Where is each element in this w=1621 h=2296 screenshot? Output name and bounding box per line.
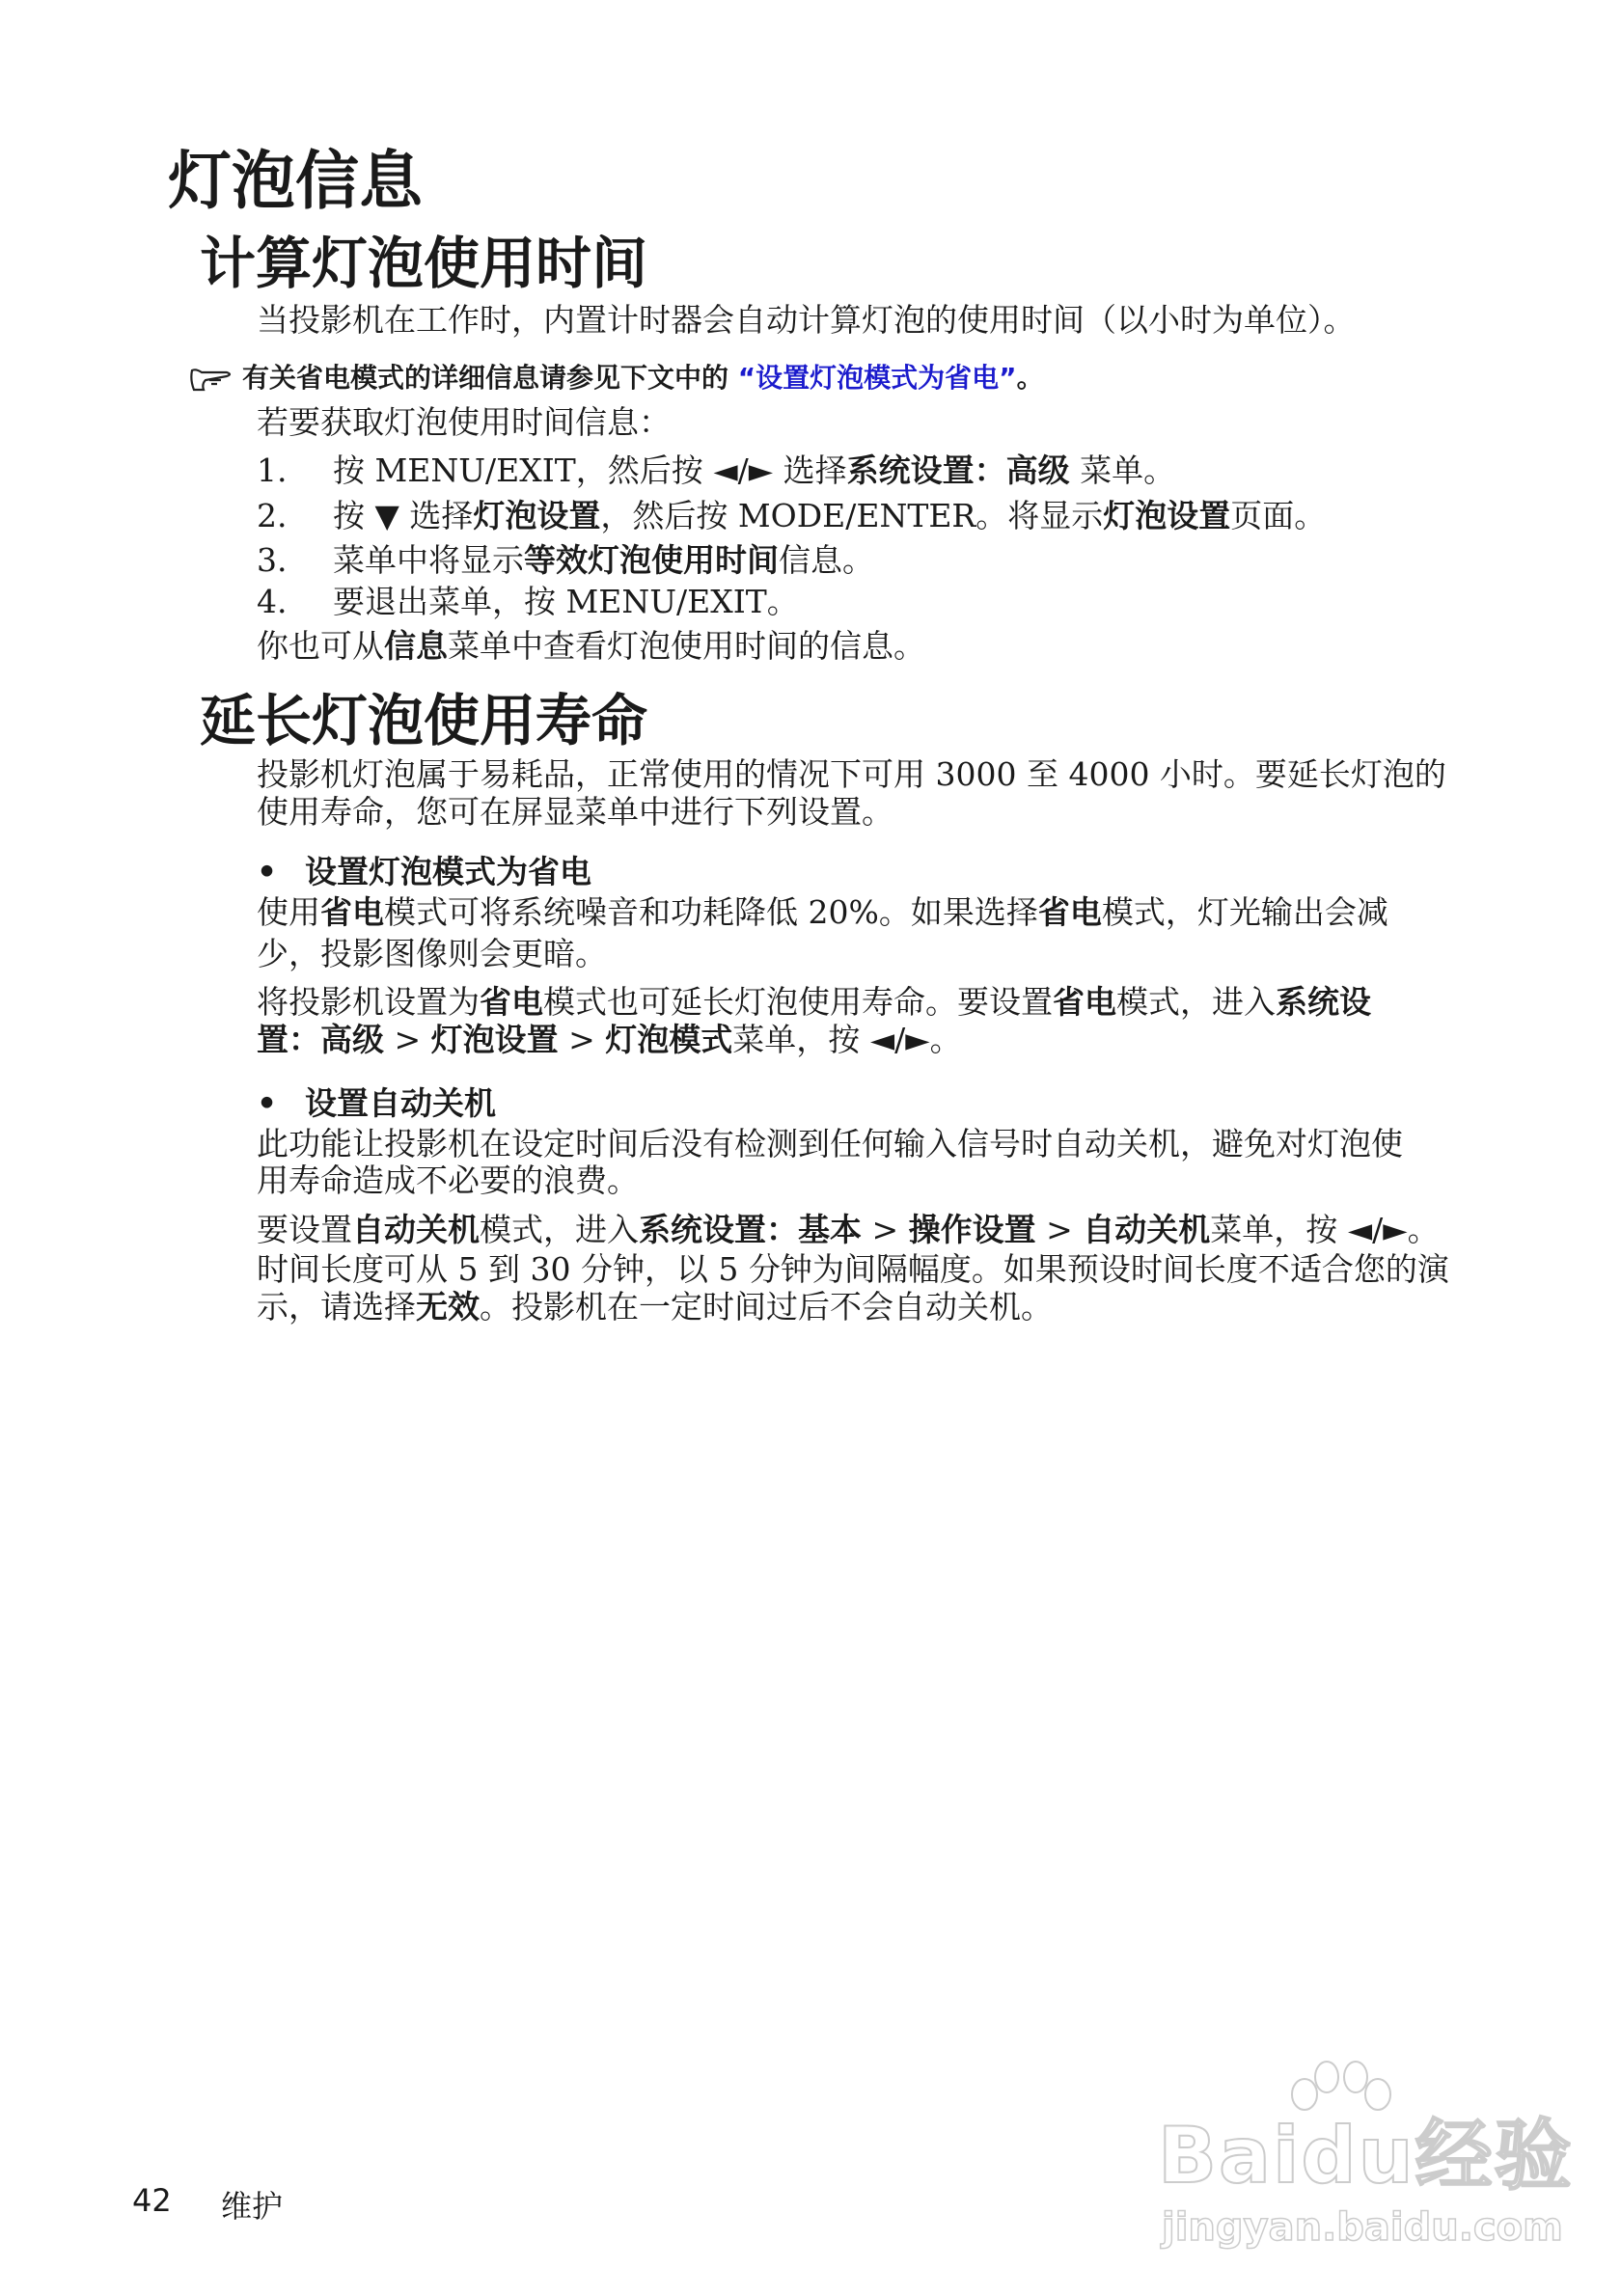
bold-text: 置：高级 (257, 1021, 384, 1058)
text-run: 菜单，按 ◄/►。 (1210, 1211, 1440, 1248)
watermark-brand: Baidu经验 (1158, 2111, 1574, 2200)
step-number: 3. (257, 541, 288, 579)
bold-text: 灯泡模式 (605, 1021, 733, 1058)
paragraph-line (257, 1213, 1440, 1247)
text-run: 模式也可延长灯泡使用寿命。要设置 (543, 983, 1053, 1021)
footer-section: 维护 (221, 2188, 284, 2225)
watermark-url: jingyan.baidu.com (1162, 2205, 1563, 2250)
paragraph-lead (257, 405, 671, 440)
paragraph-line (257, 757, 1446, 792)
text-run: 菜单。 (1069, 451, 1176, 489)
text-run: 。投影机在一定时间过后不会自动关机。 (480, 1288, 1053, 1326)
step-text (333, 543, 874, 578)
text-run: 少，投影图像则会更暗。 (257, 935, 607, 972)
text-run: 模式，进入 (480, 1211, 639, 1248)
note-text (242, 362, 1044, 394)
step-text (333, 499, 1326, 533)
bold-text: 信息 (384, 627, 448, 665)
text-run: 按 ▼ 选择 (333, 497, 474, 534)
text-run: 要设置 (257, 1211, 352, 1248)
paragraph-line (257, 795, 893, 830)
text-run: 模式，灯光输出会减 (1101, 893, 1388, 931)
bold-text: 等效灯泡使用时间 (524, 541, 779, 579)
bold-text: 省电 (320, 893, 384, 931)
text-run: 使用寿命，您可在屏显菜单中进行下列设置。 (257, 793, 893, 831)
paragraph-line (257, 1127, 1403, 1162)
paragraph-line (257, 937, 607, 971)
bold-text: 自动关机 (352, 1211, 480, 1248)
page-number: 42 (132, 2182, 172, 2219)
bold-text: 灯泡设置 (430, 1021, 559, 1058)
step-number: 1. (257, 451, 288, 489)
bold-text: 系统设 (1276, 983, 1371, 1021)
text-run: 要退出菜单，按 MENU/EXIT。 (333, 583, 799, 620)
cross-reference-link[interactable]: “设置灯泡模式为省电” (737, 362, 1017, 394)
text-run: 信息。 (779, 541, 874, 579)
text-run: 用寿命造成不必要的浪费。 (257, 1162, 639, 1199)
bold-text: 灯泡设置 (473, 497, 601, 534)
step-text (333, 585, 799, 619)
text-run: 此功能让投影机在设定时间后没有检测到任何输入信号时自动关机，避免对灯泡使 (257, 1125, 1403, 1162)
text-run: 模式可将系统噪音和功耗降低 20%。如果选择 (384, 893, 1038, 931)
note (188, 359, 1044, 397)
text-run: 菜单中将显示 (333, 541, 524, 579)
text-run: > (384, 1021, 431, 1058)
text-run: 有关省电模式的详细信息请参见下文中的 (242, 362, 738, 394)
paragraph-line (257, 1290, 1053, 1325)
text-run: 页面。 (1230, 497, 1327, 534)
text-run: 模式，进入 (1116, 983, 1276, 1021)
bullet-auto-power-off (257, 1085, 496, 1122)
text-run: 投影机灯泡属于易耗品，正常使用的情况下可用 3000 至 4000 小时。要延长灯泡的 (257, 755, 1446, 793)
text-run: 示，请选择 (257, 1288, 416, 1326)
bullet-title: 设置自动关机 (305, 1084, 496, 1122)
text-run: 菜单，按 ◄/►。 (732, 1021, 962, 1058)
text-run: ，然后按 MODE/ENTER。将显示 (600, 497, 1104, 534)
text-run: > (862, 1211, 909, 1248)
baidu-watermark (1158, 2060, 1574, 2262)
paragraph-intro (257, 303, 1356, 338)
bold-text: 省电 (1053, 983, 1116, 1021)
bold-text: 系统设置：高级 (846, 451, 1070, 489)
text-run: 。 (1016, 362, 1044, 394)
paw-icon (1283, 2060, 1399, 2114)
text-run: 时间长度可从 5 到 30 分钟，以 5 分钟为间隔幅度。如果预设时间长度不适合您的演 (257, 1250, 1449, 1288)
text-run: 使用 (257, 893, 320, 931)
text-run: 当投影机在工作时，内置计时器会自动计算灯泡的使用时间（以小时为单位）。 (257, 301, 1356, 339)
paragraph-line (257, 895, 1388, 930)
text-run: 菜单中查看灯泡使用时间的信息。 (448, 627, 925, 665)
step-number: 4. (257, 583, 288, 620)
bold-text: 灯泡设置 (1103, 497, 1231, 534)
text-run: 若要获取灯泡使用时间信息： (257, 403, 671, 441)
pointing-hand-icon (188, 365, 234, 394)
section-heading-lamp-hours: 计算灯泡使用时间 (200, 231, 648, 296)
bold-text: 自动关机 (1083, 1211, 1211, 1248)
paragraph-also (257, 629, 925, 664)
paragraph-line (257, 1252, 1449, 1287)
bold-text: 系统设置：基本 (639, 1211, 862, 1248)
text-run: > (1035, 1211, 1084, 1248)
text-run: 按 MENU/EXIT，然后按 ◄/► 选择 (333, 451, 847, 489)
text-run: > (558, 1021, 606, 1058)
bold-text: 省电 (480, 983, 543, 1021)
bullet-eco-mode (257, 854, 591, 890)
paragraph-line (257, 985, 1371, 1020)
page-title: 灯泡信息 (168, 144, 423, 218)
section-heading-extend-life: 延长灯泡使用寿命 (200, 688, 648, 753)
bold-text: 省电 (1037, 893, 1102, 931)
step-text (333, 453, 1175, 488)
text-run: 将投影机设置为 (257, 983, 480, 1021)
bullet-marker: • (257, 853, 278, 890)
bold-text: 操作设置 (908, 1211, 1036, 1248)
bullet-title: 设置灯泡模式为省电 (305, 853, 591, 890)
step-number: 2. (257, 497, 288, 534)
text-run: 你也可从 (257, 627, 384, 665)
bullet-marker: • (257, 1084, 278, 1122)
paragraph-line (257, 1163, 639, 1198)
paragraph-line (257, 1023, 962, 1057)
bold-text: 无效 (416, 1288, 480, 1326)
